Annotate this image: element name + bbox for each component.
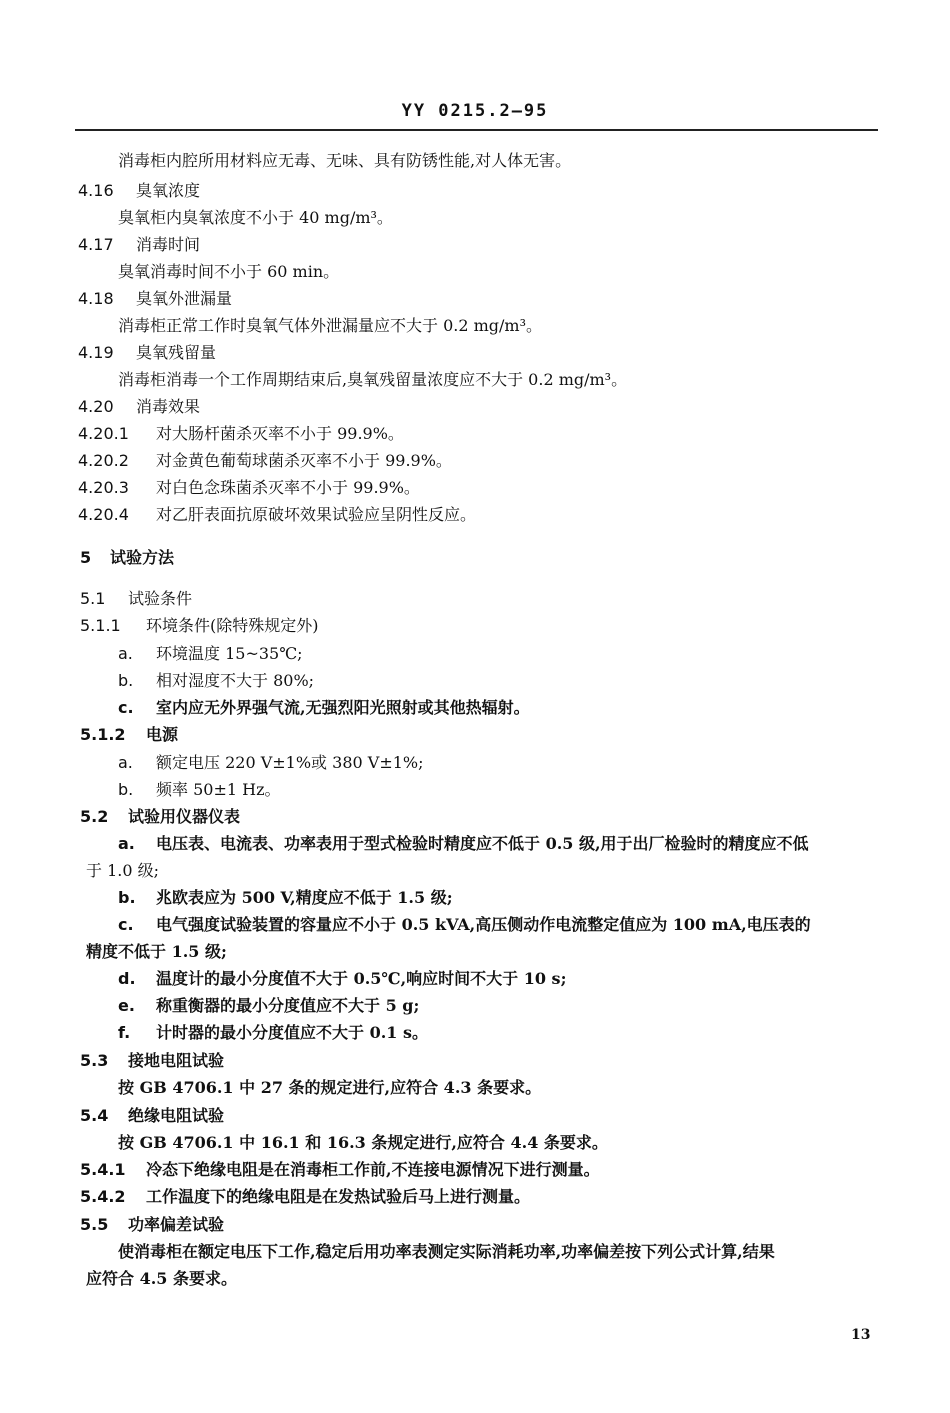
clause-text: 计时器的最小分度值应不大于 0.1 s。: [156, 1023, 428, 1042]
clause-number: e.: [118, 996, 135, 1015]
clause-text: 应符合 4.5 条要求。: [86, 1269, 237, 1288]
clause-number: 4.20.4: [78, 505, 129, 524]
clause-number: a.: [118, 834, 135, 853]
clause-text: 于 1.0 级;: [86, 861, 160, 880]
clause-text: 温度计的最小分度值不大于 0.5℃,响应时间不大于 10 s;: [156, 969, 567, 988]
clause-number: 5.4.1: [80, 1160, 126, 1179]
clause-number: b.: [118, 780, 134, 799]
clause-text: 相对湿度不大于 80%;: [156, 671, 315, 690]
clause-number: 5.3: [80, 1051, 109, 1070]
clause-number: 5: [80, 548, 92, 567]
clause-text: 臭氧柜内臭氧浓度不小于 40 mg/m³。: [118, 208, 393, 227]
clause-text: 试验条件: [128, 589, 193, 608]
clause-number: 5.4.2: [80, 1187, 126, 1206]
clause-number: 4.17: [78, 235, 114, 254]
clause-number: 4.20.1: [78, 424, 129, 443]
clause-text: 使消毒柜在额定电压下工作,稳定后用功率表测定实际消耗功率,功率偏差按下列公式计算,结果: [118, 1242, 775, 1261]
clause-text: 按 GB 4706.1 中 27 条的规定进行,应符合 4.3 条要求。: [118, 1078, 542, 1097]
clause-number: 5.4: [80, 1106, 109, 1125]
clause-text: 臭氧浓度: [136, 181, 201, 200]
clause-number: c.: [118, 915, 134, 934]
clause-text: 臭氧残留量: [136, 343, 217, 362]
clause-text: 电源: [146, 725, 179, 744]
clause-number: d.: [118, 969, 136, 988]
clause-text: 功率偏差试验: [128, 1215, 225, 1234]
clause-text: 接地电阻试验: [128, 1051, 225, 1070]
clause-text: 工作温度下的绝缘电阻是在发热试验后马上进行测量。: [146, 1187, 531, 1206]
clause-number: f.: [118, 1023, 131, 1042]
clause-number: 4.20.2: [78, 451, 129, 470]
clause-text: 环境条件(除特殊规定外): [146, 616, 319, 635]
clause-text: 冷态下绝缘电阻是在消毒柜工作前,不连接电源情况下进行测量。: [146, 1160, 600, 1179]
clause-text: 试验用仪器仪表: [128, 807, 241, 826]
clause-text: 兆欧表应为 500 V,精度应不低于 1.5 级;: [156, 888, 453, 907]
clause-number: a.: [118, 644, 133, 663]
clause-number: 4.18: [78, 289, 114, 308]
clause-number: 5.5: [80, 1215, 109, 1234]
clause-number: b.: [118, 671, 134, 690]
clause-number: a.: [118, 753, 133, 772]
standard-header: YY 0215.2—95: [401, 101, 549, 121]
clause-number: 4.19: [78, 343, 114, 362]
clause-number: 4.20.3: [78, 478, 129, 497]
clause-number: c.: [118, 698, 134, 717]
clause-text: 室内应无外界强气流,无强烈阳光照射或其他热辐射。: [156, 698, 530, 717]
clause-number: 5.1.1: [80, 616, 121, 635]
clause-text: 消毒柜消毒一个工作周期结束后,臭氧残留量浓度应不大于 0.2 mg/m³。: [118, 370, 628, 389]
clause-text: 绝缘电阻试验: [128, 1106, 225, 1125]
clause-number: b.: [118, 888, 136, 907]
clause-text: 消毒柜正常工作时臭氧气体外泄漏量应不大于 0.2 mg/m³。: [118, 316, 543, 335]
clause-text: 称重衡器的最小分度值应不大于 5 g;: [156, 996, 420, 1015]
header-rule: [75, 129, 878, 131]
clause-number: 5.1.2: [80, 725, 126, 744]
clause-text: 按 GB 4706.1 中 16.1 和 16.3 条规定进行,应符合 4.4 条要求。: [118, 1133, 608, 1152]
clause-text: 额定电压 220 V±1%或 380 V±1%;: [156, 753, 424, 772]
clause-number: 4.20: [78, 397, 114, 416]
clause-text: 臭氧外泄漏量: [136, 289, 233, 308]
clause-text: 频率 50±1 Hz。: [156, 780, 281, 799]
clause-text: 电气强度试验装置的容量应不小于 0.5 kVA,高压侧动作电流整定值应为 100 mA,电压表的: [156, 915, 811, 934]
clause-text: 对乙肝表面抗原破坏效果试验应呈阴性反应。: [156, 505, 477, 524]
clause-text: 对白色念珠菌杀灭率不小于 99.9%。: [156, 478, 420, 497]
clause-number: 4.16: [78, 181, 114, 200]
clause-text: 试验方法: [110, 548, 175, 567]
page-number: 13: [851, 1327, 871, 1343]
clause-number: 5.2: [80, 807, 109, 826]
clause-number: 5.1: [80, 589, 106, 608]
clause-text: 电压表、电流表、功率表用于型式检验时精度应不低于 0.5 级,用于出厂检验时的精度应不低: [156, 834, 809, 853]
clause-text: 对金黄色葡萄球菌杀灭率不小于 99.9%。: [156, 451, 452, 470]
clause-text: 消毒时间: [136, 235, 201, 254]
clause-text: 消毒效果: [136, 397, 201, 416]
clause-text: 臭氧消毒时间不小于 60 min。: [118, 262, 340, 281]
clause-text: 消毒柜内腔所用材料应无毒、无味、具有防锈性能,对人体无害。: [118, 151, 572, 170]
clause-text: 环境温度 15~35℃;: [156, 644, 303, 663]
clause-text: 对大肠杆菌杀灭率不小于 99.9%。: [156, 424, 404, 443]
clause-text: 精度不低于 1.5 级;: [86, 942, 227, 961]
